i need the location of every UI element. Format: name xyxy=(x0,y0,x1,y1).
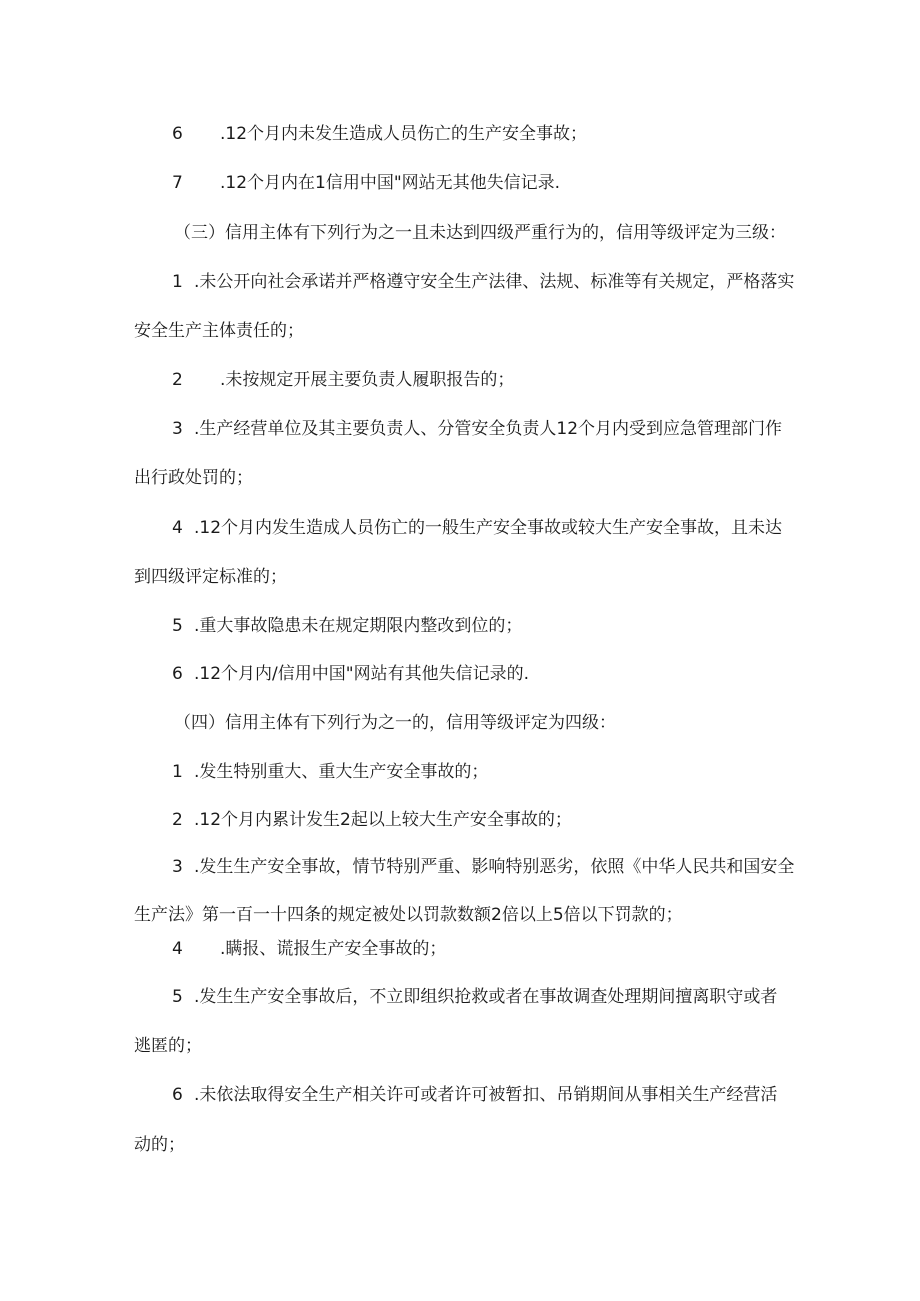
list-item-continuation xyxy=(134,903,794,927)
item-text: .12个月内/信用中国"网站有其他失信记录的. xyxy=(194,664,529,684)
item-number: 7 xyxy=(172,173,183,193)
item-text: .发生特别重大、重大生产安全事故的； xyxy=(194,762,489,782)
list-item-continuation xyxy=(134,319,794,343)
list-item-continuation xyxy=(134,1133,794,1157)
item-number: 3 xyxy=(172,419,183,439)
item-text: .12个月内发生造成人员伤亡的一般生产安全事故或较大生产安全事故，且未达 xyxy=(194,518,783,538)
item-number: 1 xyxy=(172,272,183,292)
item-text: .瞒报、谎报生产安全事故的； xyxy=(220,939,447,959)
list-item xyxy=(134,937,794,961)
item-text: 逃匿的； xyxy=(134,1036,202,1056)
item-number: 5 xyxy=(172,987,183,1007)
list-item xyxy=(134,270,794,294)
item-text: .未依法取得安全生产相关许可或者许可被暂扣、吊销期间从事相关生产经营活 xyxy=(194,1085,778,1105)
item-text: .未公开向社会承诺并严格遵守安全生产法律、法规、标准等有关规定，严格落实 xyxy=(194,272,794,292)
list-item xyxy=(134,171,794,195)
item-text: .生产经营单位及其主要负责人、分管安全负责人12个月内受到应急管理部门作 xyxy=(194,419,783,439)
list-item xyxy=(134,662,794,686)
list-item xyxy=(134,614,794,638)
list-item-continuation xyxy=(134,466,794,490)
list-item xyxy=(134,417,794,441)
item-number: 2 xyxy=(172,810,183,830)
item-number: 2 xyxy=(172,370,183,390)
section-heading xyxy=(134,711,794,735)
item-text: 动的； xyxy=(134,1135,185,1155)
list-item-continuation xyxy=(134,1034,794,1058)
item-number: 1 xyxy=(172,762,183,782)
list-item xyxy=(134,122,794,146)
item-text: .12个月内未发生造成人员伤亡的生产安全事故； xyxy=(220,124,588,144)
item-number: 4 xyxy=(172,518,183,538)
list-item xyxy=(134,760,794,784)
list-item xyxy=(134,1083,794,1107)
list-item xyxy=(134,985,794,1009)
item-text: .发生生产安全事故，情节特别严重、影响特别恶劣，依照《中华人民共和国安全 xyxy=(194,857,794,877)
list-item-continuation xyxy=(134,565,794,589)
item-number: 5 xyxy=(172,616,183,636)
item-number: 6 xyxy=(172,124,183,144)
item-text: 到四级评定标准的； xyxy=(134,567,287,587)
item-text: .12个月内在1信用中国"网站无其他失信记录. xyxy=(220,173,561,193)
item-number: 6 xyxy=(172,664,183,684)
item-number: 6 xyxy=(172,1085,183,1105)
item-text: 出行政处罚的； xyxy=(134,468,253,488)
item-number: 3 xyxy=(172,857,183,877)
item-text: 生产法》第一百一十四条的规定被处以罚款数额2倍以上5倍以下罚款的； xyxy=(134,905,683,925)
section-heading-text: （四）信用主体有下列行为之一的，信用等级评定为四级： xyxy=(174,713,616,733)
item-text: .12个月内累计发生2起以上较大生产安全事故的； xyxy=(194,810,572,830)
list-item xyxy=(134,516,794,540)
item-text: .未按规定开展主要负责人履职报告的； xyxy=(220,370,515,390)
list-item xyxy=(134,808,794,832)
list-item xyxy=(134,368,794,392)
section-heading-text: （三）信用主体有下列行为之一且未达到四级严重行为的，信用等级评定为三级： xyxy=(174,223,786,243)
item-text: .发生生产安全事故后，不立即组织抢救或者在事故调查处理期间擅离职守或者 xyxy=(194,987,778,1007)
list-item xyxy=(134,855,794,879)
item-number: 4 xyxy=(172,939,183,959)
item-text: .重大事故隐患未在规定期限内整改到位的； xyxy=(194,616,523,636)
section-heading xyxy=(134,221,794,245)
item-text: 安全生产主体责任的； xyxy=(134,321,304,341)
